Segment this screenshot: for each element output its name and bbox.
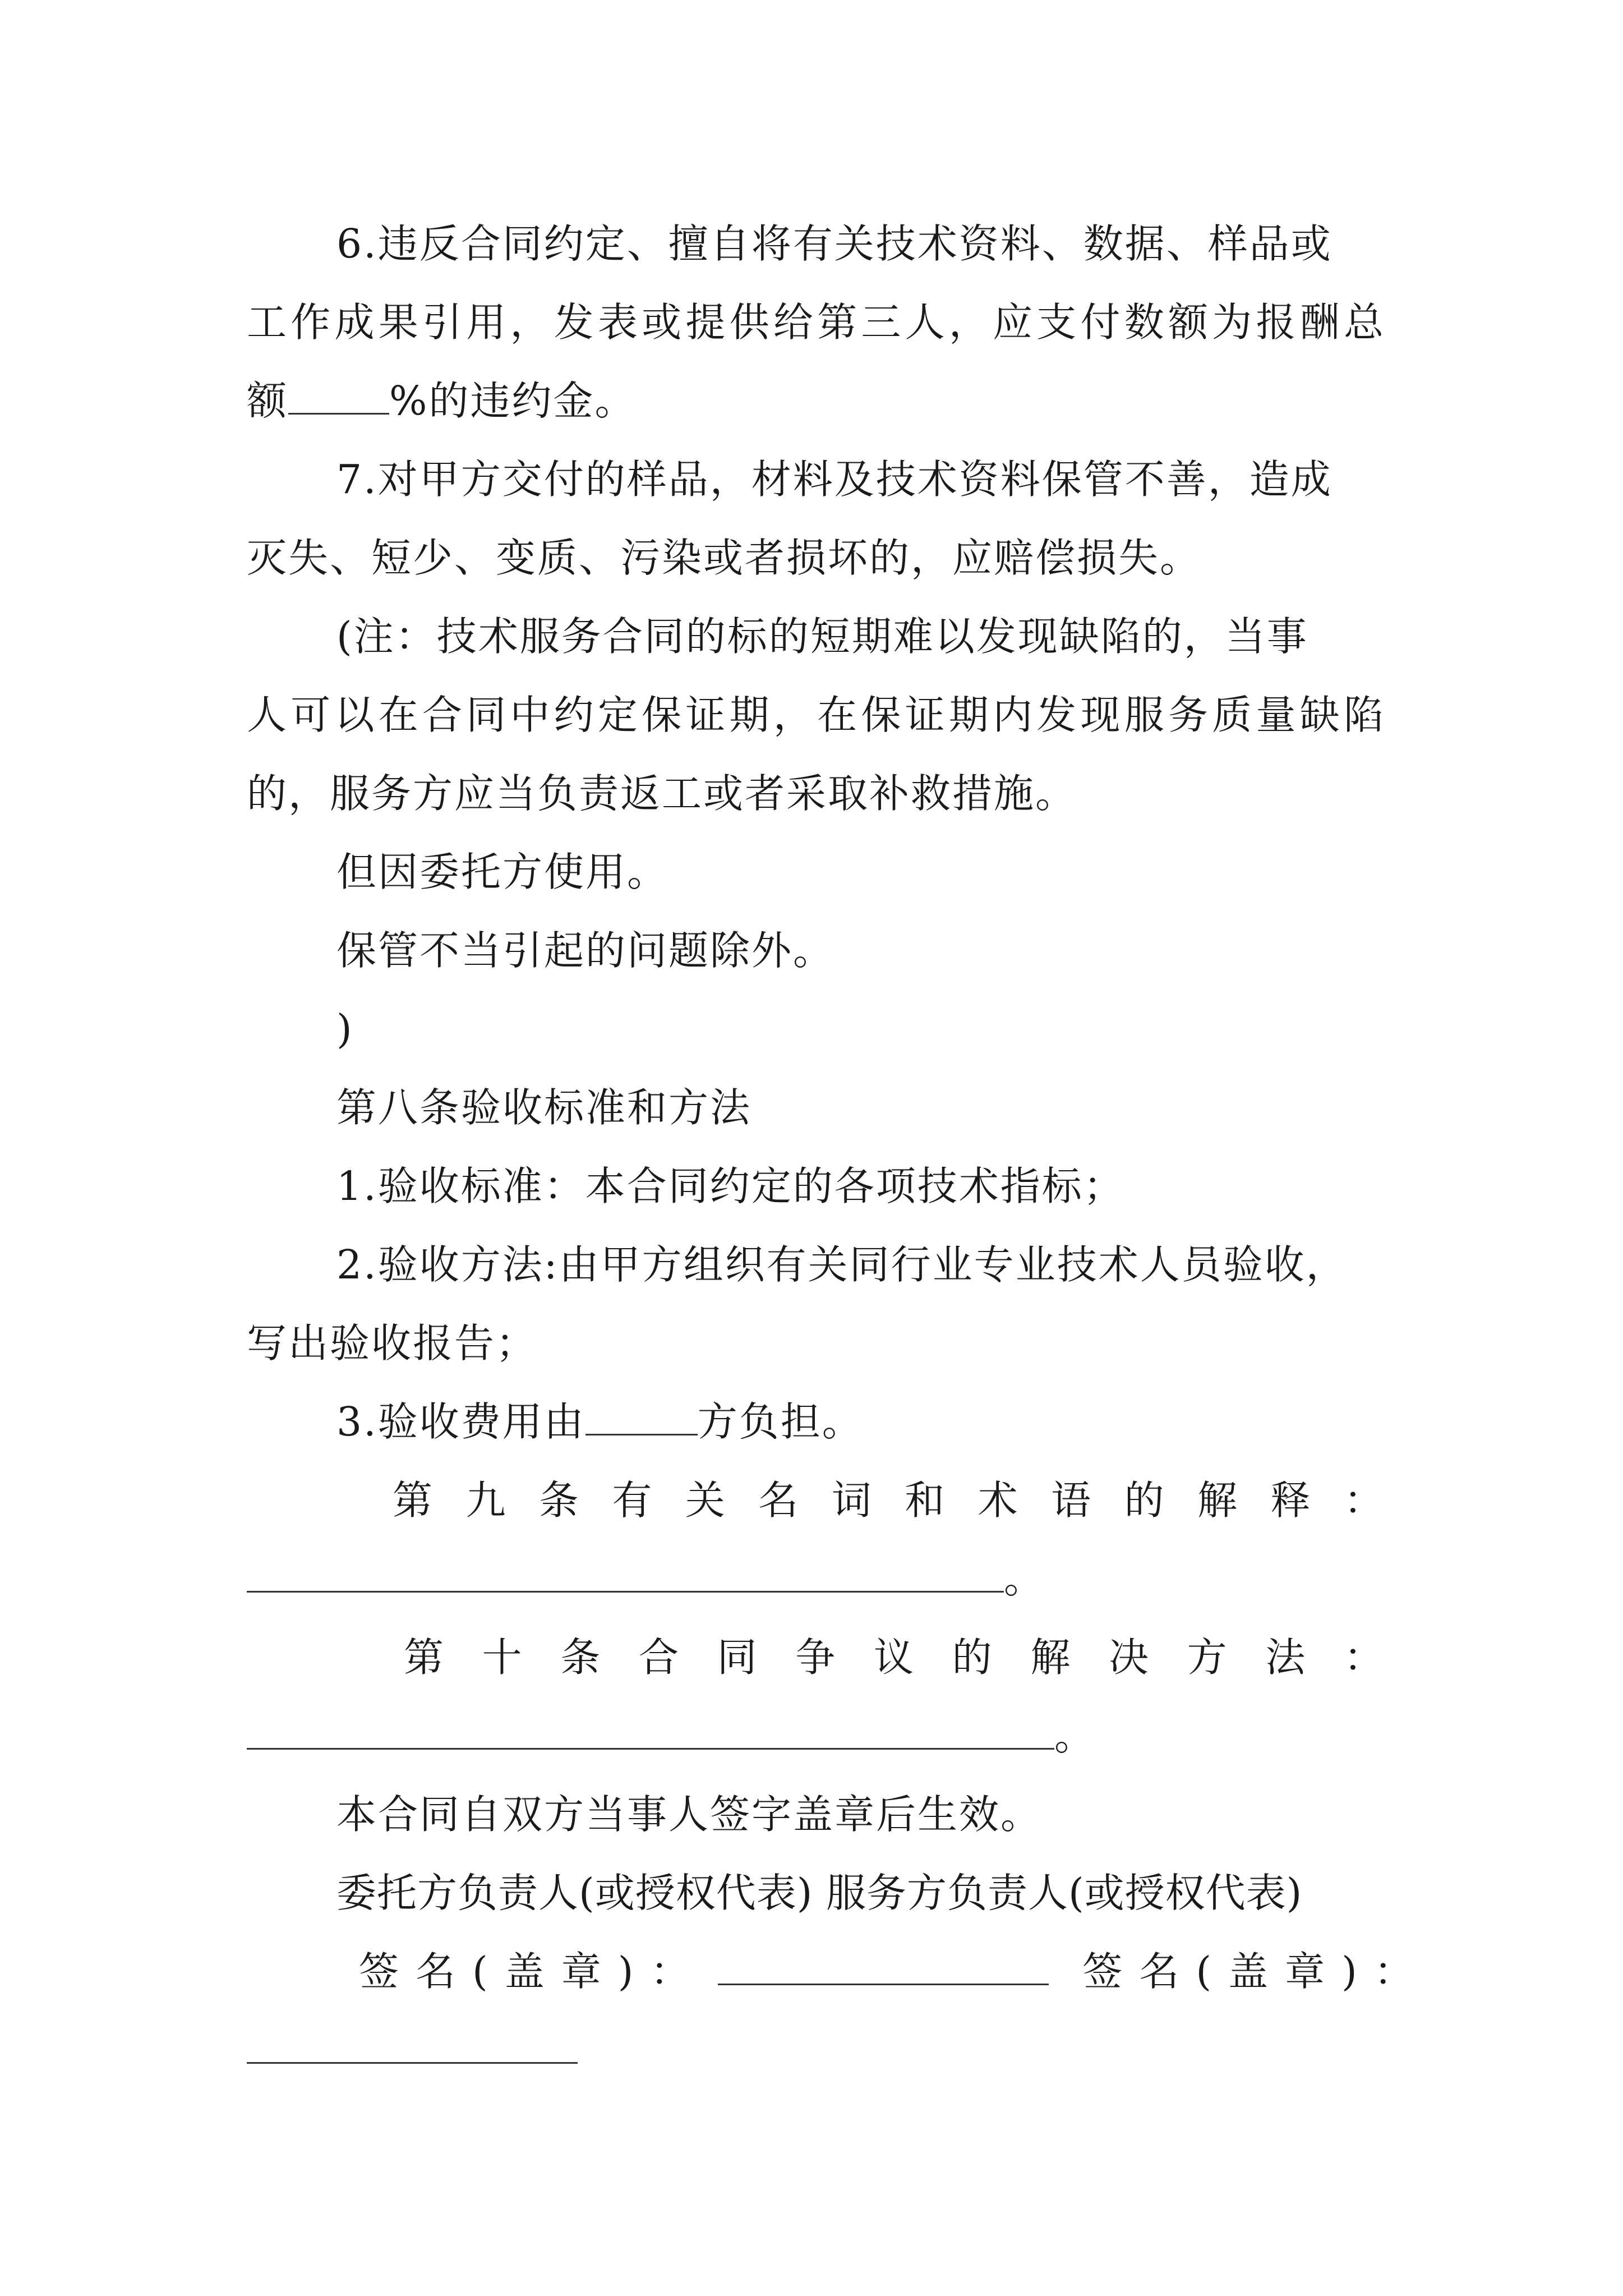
- paragraph-line: 2.验收方法:由甲方组织有关同行业专业技术人员验收，: [336, 1241, 1348, 1288]
- paragraph-line: 7.对甲方交付的样品，材料及技术资料保管不善，造成: [336, 456, 1332, 503]
- paragraph-line: 6.违反合同约定、擅自将有关技术资料、数据、样品或: [336, 220, 1332, 267]
- paragraph-line: [247, 1708, 1385, 1764]
- signature-header: 委托方负责人(或授权代表) 服务方负责人(或授权代表): [336, 1870, 1303, 1916]
- fill-blank: [288, 374, 389, 415]
- paragraph-line: 的，服务方应当负责返工或者采取补救措施。: [247, 770, 1077, 817]
- signature-blank: [247, 2023, 578, 2064]
- line-text: %的违约金。: [389, 378, 637, 424]
- paragraph-line: [247, 373, 1385, 429]
- fill-blank: [585, 1395, 698, 1435]
- paragraph-line: 灭失、短少、变质、污染或者损坏的，应赔偿损失。: [247, 535, 1202, 581]
- line-text: 3.验收费用由: [336, 1398, 585, 1445]
- paragraph-line: 本合同自双方当事人签字盖章后生效。: [336, 1791, 1043, 1838]
- paragraph-line: 保管不当引起的问题除外。: [336, 927, 835, 974]
- signature-line: [247, 2022, 1385, 2078]
- signature-label: 签名(盖章)：: [359, 1948, 707, 1995]
- signature-line: [359, 1944, 1431, 2000]
- paragraph-line: (注：技术服务合同的标的短期难以发现缺陷的，当事: [336, 613, 1308, 660]
- signature-blank: [718, 1944, 1049, 1985]
- fill-blank: [247, 1709, 1054, 1750]
- paragraph-line: ): [336, 1006, 354, 1052]
- paragraph-line: [247, 1551, 1385, 1607]
- section-heading: 第九条有关名词和术语的解释：: [393, 1477, 1385, 1524]
- paragraph-line: 1.验收标准：本合同约定的各项技术指标；: [336, 1163, 1125, 1209]
- paragraph-line: 人可以在合同中约定保证期，在保证期内发现服务质量缺陷: [247, 692, 1385, 738]
- section-heading: 第八条验收标准和方法: [336, 1084, 752, 1131]
- line-text: 额: [247, 378, 289, 424]
- section-heading: 第十条合同争议的解决方法：: [404, 1634, 1385, 1681]
- paragraph-line: 但因委托方使用。: [336, 849, 669, 895]
- paragraph-line: 写出验收报告；: [247, 1320, 538, 1366]
- line-text: 。: [1054, 1713, 1096, 1759]
- fill-blank: [247, 1552, 1004, 1593]
- signature-label: 签名(盖章)：: [1082, 1948, 1431, 1995]
- line-text: 方负担。: [697, 1398, 864, 1445]
- paragraph-line: 工作成果引用，发表或提供给第三人，应支付数额为报酬总: [247, 299, 1385, 346]
- line-text: 。: [1004, 1556, 1046, 1602]
- paragraph-line: [336, 1394, 1385, 1450]
